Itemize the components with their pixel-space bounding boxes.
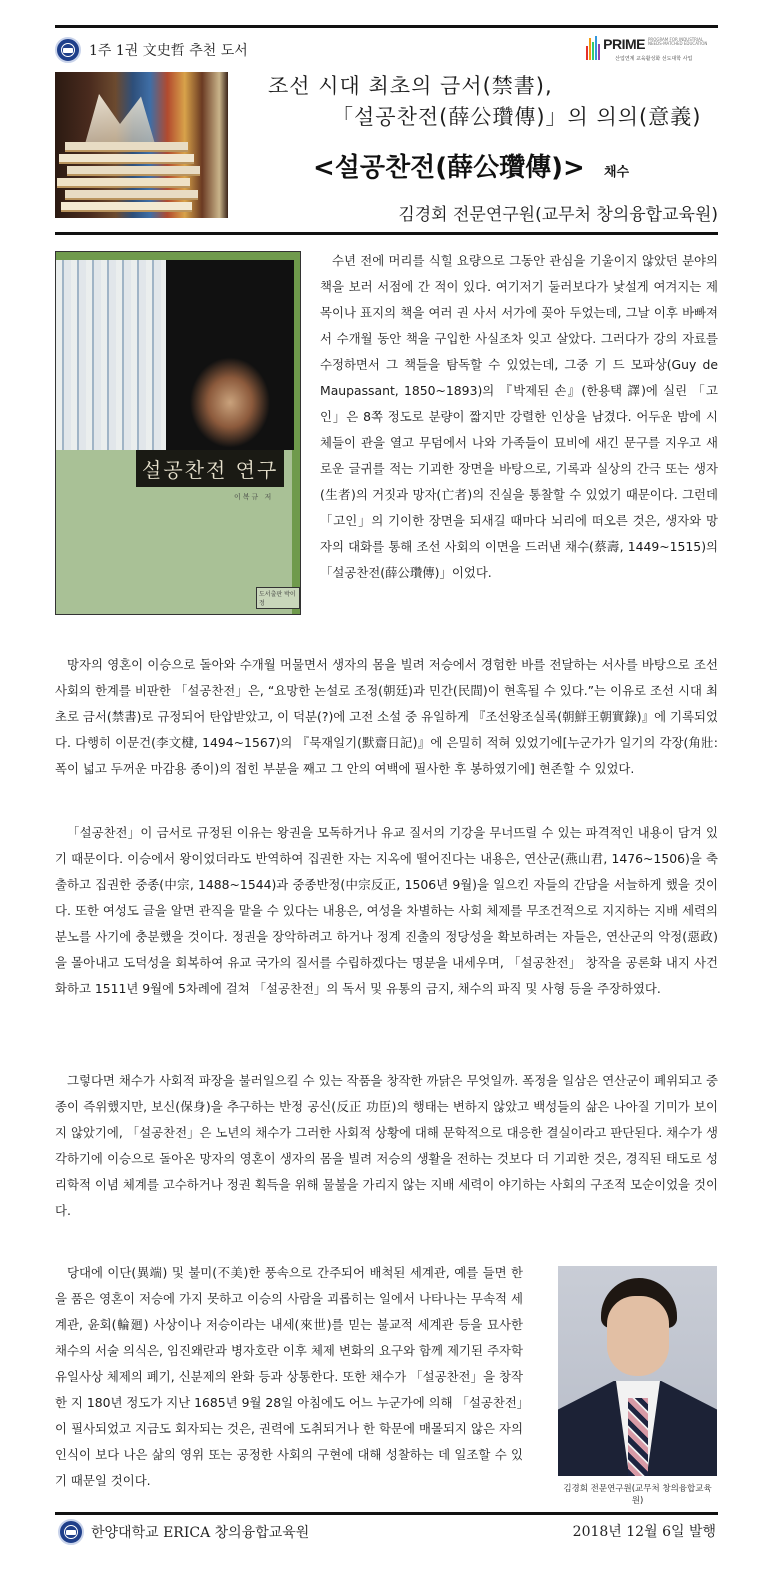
paragraph-1: 수년 전에 머리를 식힐 요량으로 그동안 관심을 기울이지 않았던 분야의 책을 보러 서점에 간 적이 있다. 여기저기 둘러보다가 낯설게 여겨지는 제목이나 표지의 책을 여러 권 사서 서가에 꽂아 두었는데, 그날 이후 바빠져서 수개월 동안 책을 구입한 사실조차 잊고 살았다. 그러다가 강의 자료를 수정하면서 그 책들을 탐독할 수 있었는데, 그중 기 드 모파상(Guy de Maupassant, 1850~1893)의 『박제된 손』(한용택 譯)에 실린 「고인」은 8쪽 정도로 분량이 짧지만 강렬한 인상을 남겼다. 어두운 밤에 시체들이 관을 열고 무덤에서 나와 가족들이 묘비에 새긴 문구를 지우고 새로운 글귀를 적는 기괴한 장면을 바탕으로, 기록과 실상의 간극 또는 생자(生者)의 거짓과 망자(亡者)의 진실을 통찰할 수 있었기 때문이다. 그런데 「고인」의 기이한 장면을 되새길 때마다 뇌리에 떠오른 것은, 생자와 망자의 대화를 통해 조선 사회의 이면을 드러낸 채수(蔡壽, 1449~1515)의 「설공찬전(薛公瓚傳)」이었다. xyxy=(320,253,718,580)
prime-bars-icon xyxy=(586,36,600,60)
author-photo-caption: 김경회 전문연구원(교무처 창의융합교육원) xyxy=(563,1484,712,1506)
series-label: 1주 1권 文史哲 추천 도서 xyxy=(89,43,248,59)
footer-institution-name: 한양대학교 ERICA 창의융합교육원 xyxy=(91,1525,310,1541)
header-divider xyxy=(55,232,718,235)
books-illustration xyxy=(55,72,228,218)
byline: 김경회 전문연구원(교무처 창의융합교육원) xyxy=(398,205,718,225)
paragraph-4: 그렇다면 채수가 사회적 파장을 불러일으킬 수 있는 작품을 창작한 까닭은 무엇일까. 폭정을 일삼은 연산군이 폐위되고 중종이 즉위했지만, 보신(保身)을 추구하는 반정 공신(反正 功臣)의 행태는 변하지 않았고 백성들의 삶은 나아질 기미가 보이지 않았기에, 「설공찬전」은 노년의 채수가 그러한 사회적 상황에 대해 문학적으로 대응한 결실이라고 판단된다. 채수가 생각하기에 이승으로 돌아온 망자의 영혼이 생자의 몸을 빌려 저승의 생활을 전하는 것보다 더 기괴한 것은, 경직된 태도로 성리학적 이념 체계를 고수하거나 정권 획득을 위해 물불을 가리지 않는 지배 세력이 야기하는 사회의 구조적 모순이었을 것이다. xyxy=(55,1073,718,1218)
cover-portrait xyxy=(166,260,294,450)
book-cover-image xyxy=(55,251,301,615)
university-emblem-icon xyxy=(55,37,81,63)
open-book-pages xyxy=(85,94,155,144)
paragraph-2: 망자의 영혼이 이승으로 돌아와 수개월 머물면서 생자의 몸을 빌려 저승에서 경험한 바를 전달하는 서사를 바탕으로 조선 사회의 한계를 비판한 「설공찬전」은, “요망한 논설로 조정(朝廷)과 민간(民間)이 현혹될 수 있다.”는 이유로 조선 시대 최초로 금서(禁書)로 규정되어 탄압받았고, 이 덕분(?)에 고전 소설 중 유일하게 『조선왕조실록(朝鮮王朝實錄)』에 기록되었다. 다행히 이문건(李文楗, 1494~1567)의 『묵재일기(默齋日記)』에 은밀히 적혀 있었기에[누군가가 일기의 각장(角壯: 폭이 넓고 두꺼운 마감용 종이)의 접힌 부분을 째고 그 안의 여백에 필사한 후 봉하였기에] 현존할 수 있었다. xyxy=(55,657,718,776)
book-title: <설공찬전(薛公瓚傳)> xyxy=(313,153,585,183)
author-photo xyxy=(558,1266,717,1476)
cover-publisher: 도서출판 박이정 xyxy=(256,587,300,609)
footer-institution xyxy=(58,1519,309,1545)
university-emblem-icon xyxy=(58,1519,84,1545)
top-rule xyxy=(55,25,718,28)
prime-word: PRIME xyxy=(603,36,645,52)
footer-divider xyxy=(55,1512,718,1515)
manuscript-background xyxy=(56,260,166,450)
book-author: 채수 xyxy=(604,165,630,180)
article-title-line1: 조선 시대 최초의 금서(禁書), xyxy=(268,74,553,98)
paragraph-3: 「설공찬전」이 금서로 규정된 이유는 왕권을 모독하거나 유교 질서의 기강을 무너뜨릴 수 있는 파격적인 내용이 담겨 있기 때문이다. 이승에서 왕이었더라도 반역하여 집권한 자는 지옥에 떨어진다는 내용은, 연산군(燕山君, 1476~1506)을 축출하고 집권한 중종(中宗, 1488~1544)과 중종반정(中宗反正, 1506년 9월)을 일으킨 자들의 간담을 서늘하게 했을 것이다. 또한 여성도 글을 알면 관직을 맡을 수 있다는 내용은, 여성을 차별하는 사회 체제를 무조건적으로 지지하는 지배 세력의 분노를 사기에 충분했을 것이다. 정권을 장악하려고 하거나 정계 진출의 정당성을 확보하려는 자들은, 연산군의 악정(惡政)을 몰아내고 도덕성을 회복하여 유교 국가의 질서를 수립하겠다는 명분을 내세우며, 「설공찬전」 창작을 공론화 내지 사건화하고 1511년 9월에 5차례에 걸쳐 「설공찬전」의 독서 및 유통의 금지, 채수의 파직 및 사형 등을 주장하였다. xyxy=(55,825,718,996)
prime-tagline: 산업연계 교육활성화 선도대학 사업 xyxy=(615,56,693,62)
cover-author: 이복규 저 xyxy=(234,493,274,501)
series-header xyxy=(55,37,248,63)
article-title-line2: 「설공찬전(薛公瓚傳)」의 의의(意義) xyxy=(332,105,702,129)
prime-small-text: PROGRAM FOR INDUSTRIAL NEEDS-MATCHED EDUCATION xyxy=(648,37,708,46)
publication-date: 2018년 12월 6일 발행 xyxy=(572,1524,716,1540)
prime-logo xyxy=(586,36,718,60)
paragraph-5: 당대에 이단(異端) 및 불미(不美)한 풍속으로 간주되어 배척된 세계관, 예를 들면 한을 품은 영혼이 저승에 가지 못하고 이승의 사람을 괴롭히는 일에서 나타나는 무속적 세계관, 윤회(輪廻) 사상이나 저승이라는 내세(來世)를 믿는 불교적 세계관 등을 묘사한 채수의 서술 의식은, 임진왜란과 병자호란 이후 체제 변화의 요구와 함께 제기된 주자학 유일사상 체제의 폐기, 신분제의 완화 등과 상통한다. 또한 채수가 「설공찬전」을 창작한 지 180년 정도가 지난 1685년 9월 28일 아침에도 어느 누군가에 의해 「설공찬전」이 필사되었고 지금도 회자되는 것은, 권력에 도취되거나 한 학문에 매몰되지 않은 자의 인식이 보다 나은 삶의 영위 또는 공정한 사회의 구현에 대해 성찰하는 데 일조할 수 있기 때문일 것이다. xyxy=(55,1265,523,1488)
cover-title: 설공찬전 연구 xyxy=(136,450,284,487)
